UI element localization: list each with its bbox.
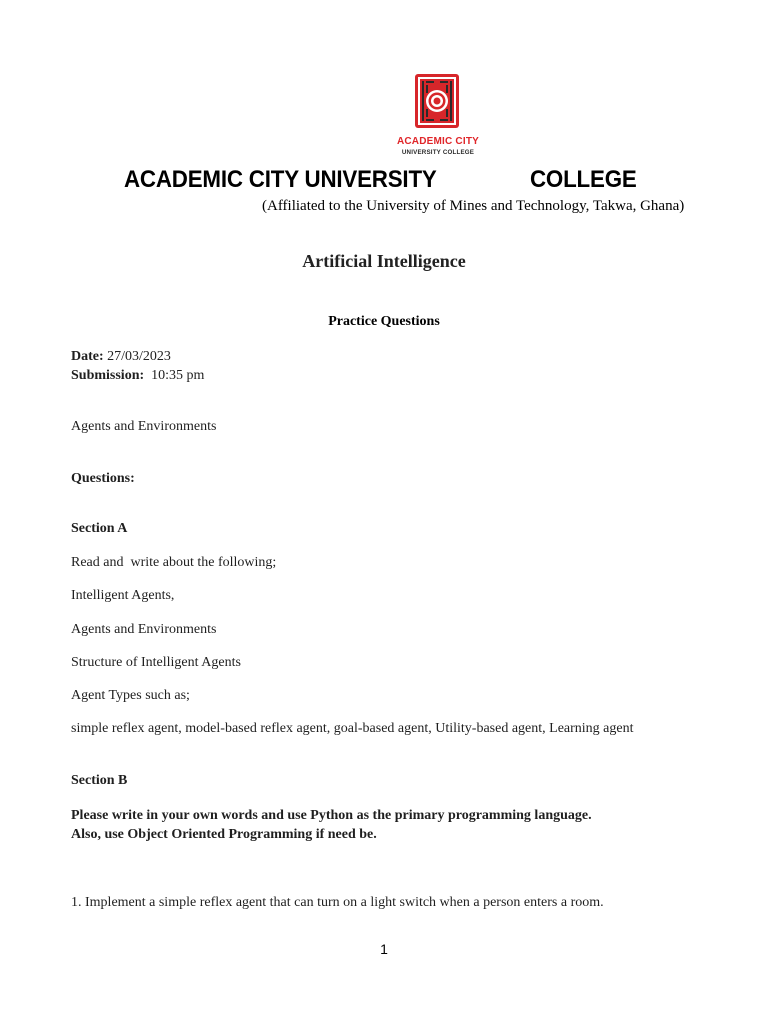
document-type: Practice Questions: [328, 314, 440, 329]
questions-heading: Questions:: [71, 471, 135, 486]
section-a-item: Agents and Environments: [71, 622, 217, 637]
college-crest-icon: [390, 72, 486, 134]
logo-name: ACADEMIC CITY: [396, 136, 480, 147]
question-1: 1. Implement a simple reflex agent that can turn on a light switch when a person enters a room.: [71, 895, 604, 910]
section-a-item: Structure of Intelligent Agents: [71, 655, 241, 670]
section-b-instruction: Also, use Object Oriented Programming if need be.: [71, 827, 377, 842]
date-label: Date:: [71, 349, 104, 364]
course-title: Artificial Intelligence: [302, 251, 466, 271]
submission-line: [71, 368, 204, 384]
date-line: [71, 349, 171, 365]
logo-subtitle: UNIVERSITY COLLEGE: [401, 149, 475, 156]
date-value: 27/03/2023: [103, 349, 171, 364]
section-a-intro: Read and write about the following;: [71, 555, 277, 570]
section-a-item: Agent Types such as;: [71, 688, 190, 703]
page-number: 1: [380, 941, 388, 957]
institution-name-college: COLLEGE: [530, 166, 637, 193]
section-a-item: Intelligent Agents,: [71, 588, 175, 603]
affiliation: (Affiliated to the University of Mines and Technology, Takwa, Ghana): [262, 198, 685, 214]
section-b-heading: Section B: [71, 773, 128, 788]
topic: Agents and Environments: [71, 419, 217, 434]
institution-name: ACADEMIC CITY UNIVERSITY: [124, 166, 437, 193]
submission-label: Submission:: [71, 368, 145, 383]
submission-value: 10:35 pm: [144, 368, 205, 383]
section-a-heading: Section A: [71, 521, 128, 536]
section-a-item: simple reflex agent, model-based reflex agent, goal-based agent, Utility-based agent, Learning agent: [71, 721, 634, 736]
college-logo: [390, 72, 486, 160]
section-b-instruction: Please write in your own words and use Python as the primary programming language.: [71, 808, 592, 823]
